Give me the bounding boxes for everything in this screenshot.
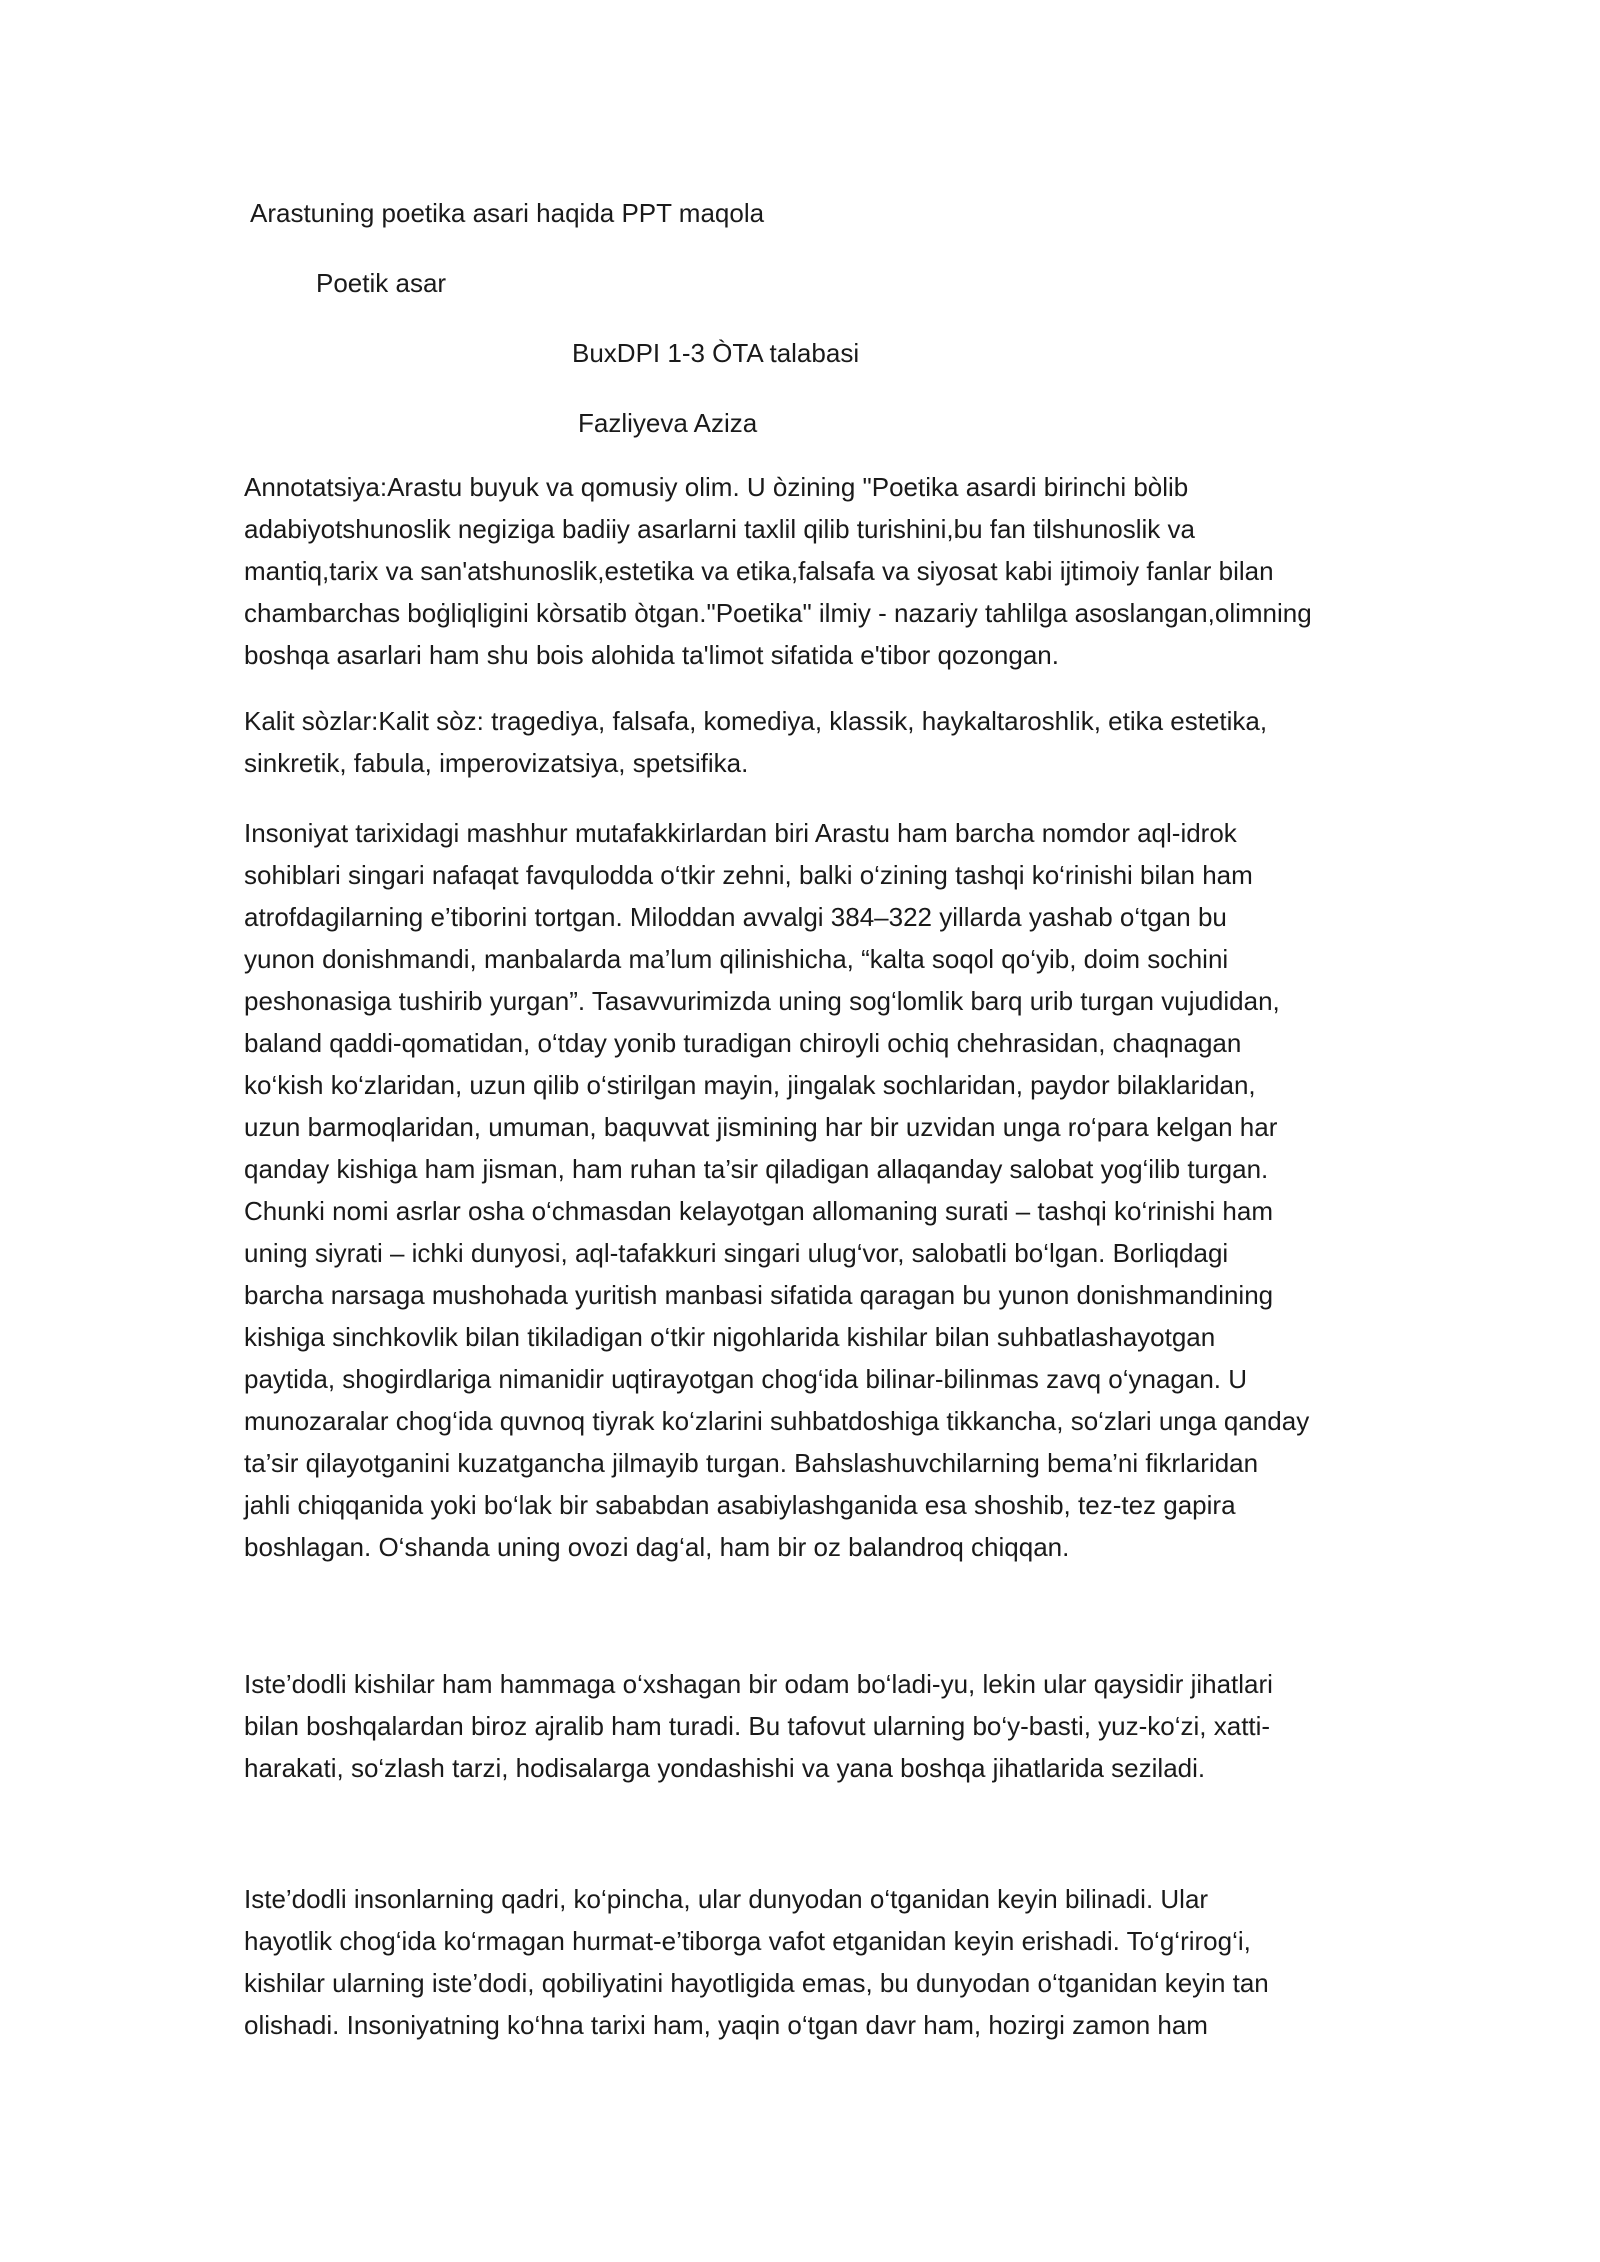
paragraph-line: boshlagan. O‘shanda uning ovozi dag‘al, ham bir oz balandroq chiqqan. [244, 1532, 1070, 1562]
annotation-line: Annotatsiya:Arastu buyuk va qomusiy olim. U òzining "Poetika asardi birinchi bòlib [244, 472, 1189, 502]
paragraph-line: kishilar ularning iste’dodi, qobiliyatini hayotligida emas, bu dunyodan o‘tganidan keyin tan [244, 1968, 1269, 1998]
paragraph-line: sohiblari singari nafaqat favqulodda o‘tkir zehni, balki o‘zining tashqi ko‘rinishi bilan ham [244, 860, 1253, 890]
annotation-line: chambarchas boġliqligini kòrsatib òtgan."Poetika" ilmiy - nazariy tahlilga asoslangan,olimning [244, 598, 1312, 628]
paragraph-line: baland qaddi-qomatidan, o‘tday yonib turadigan chiroyli ochiq chehrasidan, chaqnagan [244, 1028, 1242, 1058]
paragraph-line: hayotlik chog‘ida ko‘rmagan hurmat-e’tiborga vafot etganidan keyin erishadi. To‘g‘rirog‘i, [244, 1926, 1251, 1956]
paragraph-line: jahli chiqqanida yoki bo‘lak bir sababdan asabiylashganida esa shoshib, tez-tez gapira [244, 1490, 1236, 1520]
paragraph-line: yunon donishmandi, manbalarda ma’lum qilinishicha, “kalta soqol qo‘yib, doim sochini [244, 944, 1229, 974]
paragraph-line: Iste’dodli insonlarning qadri, ko‘pincha, ular dunyodan o‘tganidan keyin bilinadi. Ular [244, 1884, 1209, 1914]
paragraph-line: Chunki nomi asrlar osha o‘chmasdan kelayotgan allomaning surati – tashqi ko‘rinishi ham [244, 1196, 1273, 1226]
paragraph-line: paytida, shogirdlariga nimanidir uqtirayotgan chog‘ida bilinar-bilinmas zavq o‘ynagan. U [244, 1364, 1248, 1394]
paragraph-line: harakati, so‘zlash tarzi, hodisalarga yondashishi va yana boshqa jihatlarida seziladi. [244, 1753, 1206, 1783]
paragraph-line: Iste’dodli kishilar ham hammaga o‘xshagan bir odam bo‘ladi-yu, lekin ular qaysidir jihatlari [244, 1669, 1273, 1699]
paragraph-line: atrofdagilarning e’tiborini tortgan. Miloddan avvalgi 384–322 yillarda yashab o‘tgan bu [244, 902, 1227, 932]
author-name: Fazliyeva Aziza [578, 408, 758, 438]
document-title: Arastuning poetika asari haqida PPT maqola [250, 198, 765, 228]
paragraph-line: peshonasiga tushirib yurgan”. Tasavvurimizda uning sog‘lomlik barq urib turgan vujudidan, [244, 986, 1280, 1016]
body-paragraph-3 [244, 1878, 1374, 2046]
keywords-paragraph [244, 700, 1374, 784]
paragraph-line: ko‘kish ko‘zlaridan, uzun qilib o‘stirilgan mayin, jingalak sochlaridan, paydor bilaklaridan, [244, 1070, 1256, 1100]
author-group: BuxDPI 1-3 ÒTA talabasi [572, 338, 860, 368]
document-subtitle: Poetik asar [316, 268, 447, 298]
annotation-paragraph [244, 466, 1374, 676]
paragraph-line: ta’sir qilayotganini kuzatgancha jilmayib turgan. Bahslashuvchilarning bema’ni fikrlaridan [244, 1448, 1259, 1478]
annotation-line: adabiyotshunoslik negiziga badiiy asarlarni taxlil qilib turishini,bu fan tilshunoslik va [244, 514, 1195, 544]
paragraph-line: barcha narsaga mushohada yuritish manbasi sifatida qaragan bu yunon donishmandining [244, 1280, 1274, 1310]
paragraph-line: munozaralar chog‘ida quvnoq tiyrak ko‘zlarini suhbatdoshiga tikkancha, so‘zlari unga qanday [244, 1406, 1310, 1436]
keywords-line: Kalit sòzlar:Kalit sòz: tragediya, falsafa, komediya, klassik, haykaltaroshlik, etika estetika, [244, 706, 1268, 736]
annotation-line: boshqa asarlari ham shu bois alohida ta'limot sifatida e'tibor qozongan. [244, 640, 1059, 670]
keywords-line: sinkretik, fabula, imperovizatsiya, spetsifika. [244, 748, 749, 778]
body-paragraph-2 [244, 1663, 1374, 1789]
paragraph-line: qanday kishiga ham jisman, ham ruhan ta’sir qiladigan allaqanday salobat yog‘ilib turgan. [244, 1154, 1269, 1184]
paragraph-line: uzun barmoqlaridan, umuman, baquvvat jismining har bir uzvidan unga ro‘para kelgan har [244, 1112, 1278, 1142]
body-paragraph-1 [244, 812, 1374, 1568]
paragraph-line: Insoniyat tarixidagi mashhur mutafakkirlardan biri Arastu ham barcha nomdor aql-idrok [244, 818, 1237, 848]
paragraph-line: olishadi. Insoniyatning ko‘hna tarixi ham, yaqin o‘tgan davr ham, hozirgi zamon ham [244, 2010, 1208, 2040]
paragraph-line: uning siyrati – ichki dunyosi, aql-tafakkuri singari ulug‘vor, salobatli bo‘lgan. Borliqdagi [244, 1238, 1229, 1268]
paragraph-line: bilan boshqalardan biroz ajralib ham turadi. Bu tafovut ularning bo‘y-basti, yuz-ko‘zi, xatti- [244, 1711, 1271, 1741]
paragraph-line: kishiga sinchkovlik bilan tikiladigan o‘tkir nigohlarida kishilar bilan suhbatlashayotgan [244, 1322, 1216, 1352]
annotation-line: mantiq,tarix va san'atshunoslik,estetika va etika,falsafa va siyosat kabi ijtimoiy fanlar bilan [244, 556, 1274, 586]
